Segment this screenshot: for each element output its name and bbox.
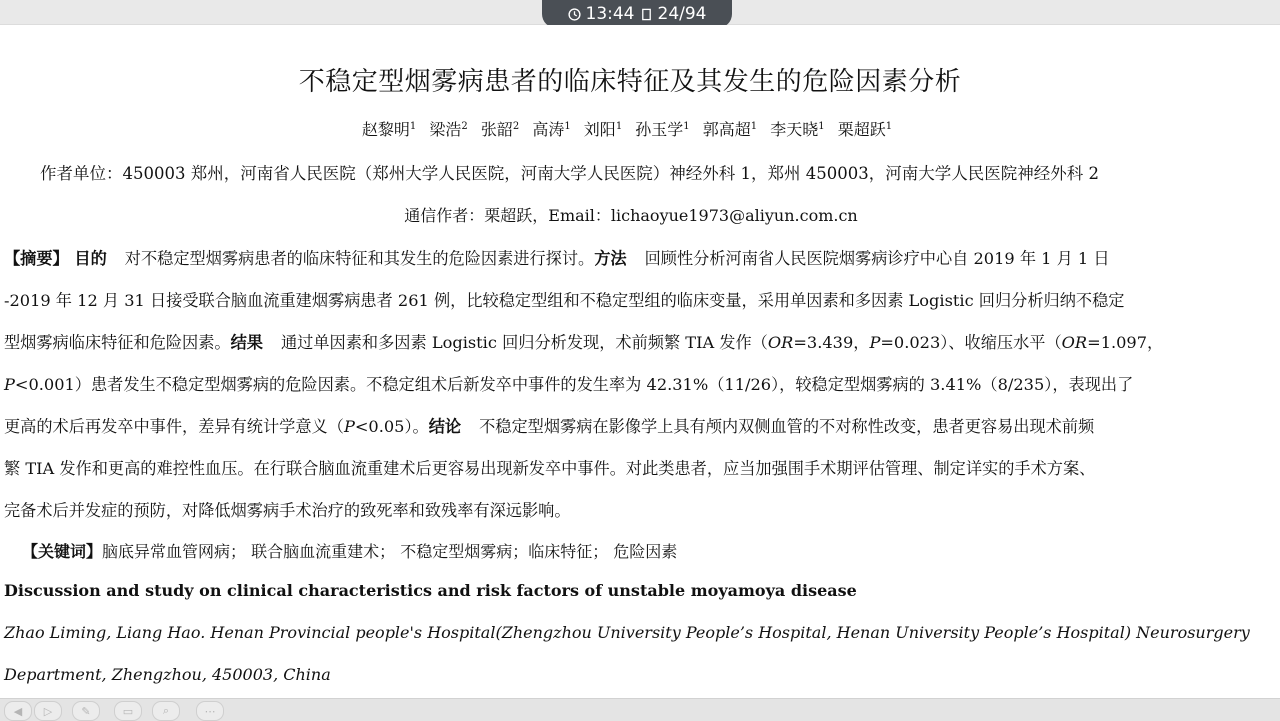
abstract-heading-conclusion: 结论 bbox=[428, 417, 462, 436]
author: 郭高超 bbox=[702, 120, 751, 139]
abstract-heading-methods: 方法 bbox=[594, 249, 627, 268]
abstract-line: 完备术后并发症的预防，对降低烟雾病手术治疗的致死率和致残率有深远影响。 bbox=[4, 501, 571, 520]
presentation-status-pill bbox=[542, 0, 732, 28]
clock-icon bbox=[568, 8, 581, 21]
abstract-heading-objective: 【摘要】 目的 bbox=[4, 249, 107, 268]
english-authors: Department, Zhengzhou, 450003, China bbox=[4, 665, 331, 684]
affiliation: 作者单位：450003 郑州，河南省人民医院（郑州大学人民医院，河南大学人民医院）神经外科 1，郑州 450003，河南大学人民医院神经外科 2 bbox=[40, 164, 1099, 183]
clock-time: 13:44 bbox=[585, 4, 635, 24]
keywords-label: 【关键词】 bbox=[22, 542, 103, 561]
play-icon[interactable]: ▷ bbox=[34, 701, 62, 721]
author-list: 赵黎明$^1$ 梁浩$^2$ 张韶$^2$ 高涛$^1$ 刘阳$^1$ 孙玉学$^1$ 郭高超$^1$ 李天晓$^1$ 栗超跃$^1$ bbox=[361, 120, 893, 139]
page-icon bbox=[640, 8, 653, 21]
keywords-text: 脑底异常血管网病； 联合脑血流重建术； 不稳定型烟雾病；临床特征； 危险因素 bbox=[102, 542, 678, 561]
more-icon[interactable]: ⋯ bbox=[196, 701, 224, 721]
page-counter: 24/94 bbox=[657, 4, 707, 24]
english-authors: Zhao Liming, Liang Hao. Henan Provincial people's Hospital(Zhengzhou University People’s Hospital, Henan University People’s Hospital) Neurosurgery bbox=[4, 623, 1250, 642]
abstract-heading-results: 结果 bbox=[230, 333, 263, 352]
viewer-bottom-toolbar bbox=[0, 698, 1280, 721]
paper-title: 不稳定型烟雾病患者的临床特征及其发生的危险因素分析 bbox=[298, 67, 962, 97]
author: 张韶 bbox=[480, 120, 513, 139]
abstract-line: 繁 TIA 发作和更高的难控性血压。在行联合脑血流重建术后更容易出现新发卒中事件。对此类患者，应当加强围手术期评估管理、制定详实的手术方案、 bbox=[4, 459, 1096, 478]
author: 高涛 bbox=[532, 120, 565, 139]
abstract-line: 【摘要】 目的 对不稳定型烟雾病患者的临床特征和其发生的危险因素进行探讨。方法 回顾性分析河南省人民医院烟雾病诊疗中心自 2019 年 1 月 1 日 bbox=[4, 249, 1110, 268]
author: 李天晓 bbox=[770, 120, 819, 139]
author: 栗超跃 bbox=[837, 120, 886, 139]
keywords bbox=[22, 539, 677, 562]
author: 刘阳 bbox=[583, 120, 616, 139]
pen-icon[interactable]: ✎ bbox=[72, 701, 100, 721]
abstract-line: P<0.001）患者发生不稳定型烟雾病的危险因素。不稳定组术后新发卒中事件的发生率为 42.31%（11/26），较稳定型烟雾病的 3.41%（8/235），表现出了 bbox=[4, 375, 1134, 394]
zoom-icon[interactable]: ⌕ bbox=[152, 701, 180, 721]
slide-page bbox=[0, 25, 1280, 698]
abstract-line: 型烟雾病临床特征和危险因素。结果 通过单因素和多因素 Logistic 回归分析发现，术前频繁 TIA 发作（OR=3.439，P=0.023）、收缩压水平（OR=1.097， bbox=[4, 333, 1164, 352]
abstract-line: -2019 年 12 月 31 日接受联合脑血流重建烟雾病患者 261 例，比较稳定型组和不稳定型组的临床变量，采用单因素和多因素 Logistic 回归分析归纳不稳定 bbox=[4, 291, 1125, 310]
author: 赵黎明 bbox=[361, 120, 410, 139]
correspondence: 通信作者：栗超跃，Email：lichaoyue1973@aliyun.com.cn bbox=[404, 206, 858, 225]
author: 孙玉学 bbox=[635, 120, 684, 139]
author: 梁浩 bbox=[429, 120, 462, 139]
abstract-line: 更高的术后再发卒中事件，差异有统计学意义（P<0.05）。结论 不稳定型烟雾病在影像学上具有颅内双侧血管的不对称性改变，患者更容易出现术前频 bbox=[4, 417, 1095, 436]
prev-icon[interactable]: ◀ bbox=[4, 701, 32, 721]
english-title: Discussion and study on clinical characteristics and risk factors of unstable moyamoya disease bbox=[4, 581, 857, 600]
screen-icon[interactable]: ▭ bbox=[114, 701, 142, 721]
